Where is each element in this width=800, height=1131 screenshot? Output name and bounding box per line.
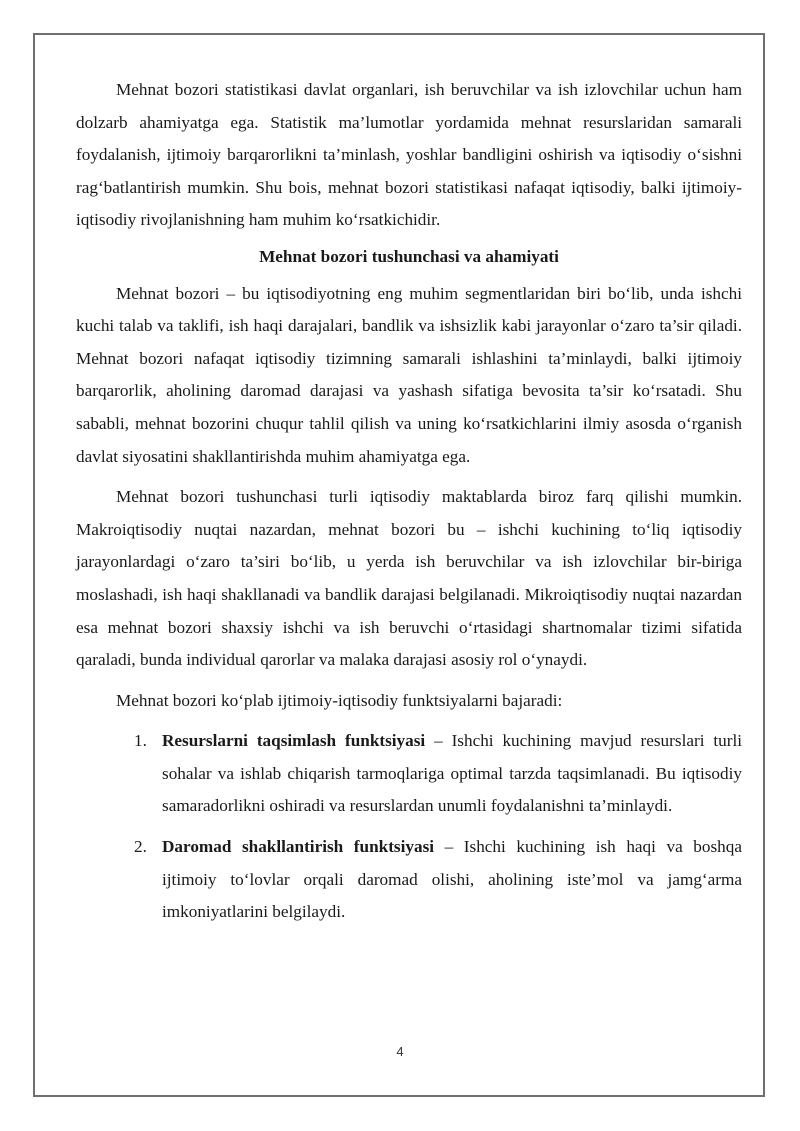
list-number: 2. [134, 837, 147, 857]
section-heading: Mehnat bozori tushunchasi va ahamiyati [259, 246, 559, 266]
paragraph-definition: Mehnat bozori – bu iqtisodiyotning eng muhim segmentlaridan biri bo‘lib, unda ishchi kuchi talab va taklifi, ish haqi darajalari, bandlik va ishsizlik kabi jarayonlar o‘zaro ta’sir qiladi. Mehnat bozori nafaqat iqtisodiy tizimning samarali ishlashini ta’minlaydi, balki ijtimoiy barqarorlik, aholining daromad darajasi va yashash sifatiga bevosita ta’sir ko‘rsatadi. Shu sababli, mehnat bozorini chuqur tahlil qilish va uning ko‘rsatkichlarini ilmiy asosda o‘rganish davlat siyosatini shakllantirishda muhim ahamiyatga ega. [76, 283, 742, 466]
list-number: 1. [134, 731, 147, 751]
page-number: 4 [396, 1044, 404, 1059]
list-item-title: Resurslarni taqsimlash funktsiyasi [162, 731, 426, 751]
paragraph-intro: Mehnat bozori statistikasi davlat organlari, ish beruvchilar va ish izlovchilar uchun ham dolzarb ahamiyatga ega. Statistik ma’lumotlar yordamida mehnat resurslaridan samarali foydalanish, ijtimoiy barqarorlikni ta’minlash, yoshlar bandligini oshirish va iqtisodiy o‘sishni rag‘batlantirish mumkin. Shu bois, mehnat bozori statistikasi nafaqat iqtisodiy, balki ijtimoiy-iqtisodiy rivojlanishning ham muhim ko‘rsatkichidir. [76, 80, 742, 230]
list-item [76, 831, 742, 929]
list-item [76, 725, 742, 823]
paragraph-schools: Mehnat bozori tushunchasi turli iqtisodiy maktablarda biroz farq qilishi mumkin. Makroiqtisodiy nuqtai nazardan, mehnat bozori bu – ishchi kuchining to‘liq iqtisodiy jarayonlardagi o‘zaro ta’siri bo‘lib, u yerda ish beruvchilar va ish izlovchilar bir-biriga moslashadi, ish haqi shakllanadi va bandlik darajasi belgilanadi. Mikroiqtisodiy nuqtai nazardan esa mehnat bozori shaxsiy ishchi va ish beruvchi o‘rtasidagi shartnomalar tizimi sifatida qaraladi, bunda individual qarorlar va malaka darajasi asosiy rol o‘ynaydi. [76, 487, 742, 670]
document-body [76, 74, 742, 937]
list-item-text: – Ishchi kuchining ish haqi va boshqa ijtimoiy to‘lovlar orqali daromad olishi, aholining iste’mol va jamg‘arma imkoniyatlarini belgilaydi. [162, 837, 742, 922]
list-item-title: Daromad shakllantirish funktsiyasi [162, 837, 435, 857]
paragraph-functions-intro: Mehnat bozori ko‘plab ijtimoiy-iqtisodiy funktsiyalarni bajaradi: [116, 690, 563, 710]
functions-list [76, 725, 742, 929]
list-item-text: – Ishchi kuchining mavjud resurslari turli sohalar va ishlab chiqarish tarmoqlariga optimal tarzda taqsimlanadi. Bu iqtisodiy samaradorlikni oshiradi va resurslardan unumli foydalanishni ta’minlaydi. [162, 731, 742, 816]
